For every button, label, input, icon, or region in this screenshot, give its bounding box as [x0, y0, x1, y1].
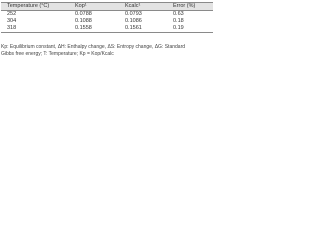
header-error: Error (%) [171, 3, 213, 11]
cell-error: 0.19 [171, 25, 213, 33]
cell-temperature: 252 [7, 11, 17, 17]
cell-kop: 0.0788 [75, 11, 92, 17]
cell-kop: 0.1558 [69, 25, 119, 33]
data-table-container [1, 2, 199, 33]
cell-kcalc: 0.0793 [125, 11, 142, 17]
header-temperature: Temperature (°C) [1, 3, 69, 11]
table-row [1, 18, 213, 25]
cell-temperature: 304 [7, 18, 17, 24]
cell-error: 0.18 [173, 18, 184, 24]
footnote-line-2: Gibbs free energy; T: Temperature; Kp = Kop/Kcalc [1, 51, 114, 57]
cell-temperature: 318 [1, 25, 69, 33]
table-row [1, 25, 213, 33]
table-footnote [1, 44, 199, 58]
table-body [1, 11, 213, 33]
table-row [1, 11, 213, 19]
cell-kop: 0.1088 [75, 18, 92, 24]
cell-kcalc: 0.1561 [119, 25, 171, 33]
cell-kcalc: 0.1086 [125, 18, 142, 24]
header-kop: Kop¹ [69, 3, 119, 11]
header-kcalc: Kcalc¹ [119, 3, 171, 11]
footnote-line-1: Kp: Equilibrium constant, ΔH: Enthalpy change, ΔS: Entropy change, ΔG: Standard [1, 44, 186, 50]
table-header [1, 3, 213, 11]
header-row [1, 3, 213, 11]
cell-error: 0.63 [173, 11, 184, 17]
data-table [1, 2, 213, 33]
